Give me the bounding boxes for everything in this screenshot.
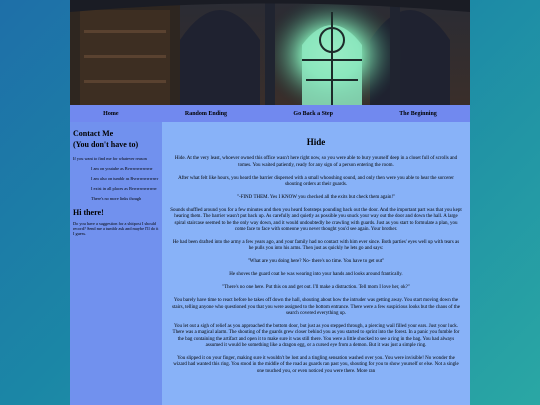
list-item (91, 196, 159, 201)
story-paragraph: "There's no one here. Put this on and get out. I'll make a distraction. Tell mom I love her, ok?" (222, 285, 410, 291)
story-paragraph: You barely have time to react before he takes off down the hall, shouting about how the intruder was getting away. You start moving down the stairs, telling anyone who questioned you that you were assigned to the bottom entrance. There were a few suspicious looks but the chaos of the search covered everything up. (172, 298, 460, 316)
all-places-link[interactable]: I exist in all places as Bvrrrrrrrrrrrrrrrr (91, 186, 157, 191)
nav-home-link[interactable]: Home (103, 110, 119, 117)
find-me-note: If you want to find me for whatever reason (73, 156, 147, 161)
contact-heading: Contact Me (73, 129, 114, 138)
story-paragraph: "-FIND THEM. Yes I KNOW you checked all the exits but check them again!" (236, 195, 396, 201)
story-paragraph: He had been drafted into the army a few years ago, and your family had no contact with him ever since. Both parties' eyes well up with tears as he pulls you into his arms. Then just as quickly he lets go and says: (172, 240, 460, 252)
story-paragraph: Hide. At the very least, whoever owned this office wasn't here right now, so you were able to bury yourself deep in a closet full of scrolls and tomes. You waited patiently, ready for any sign of a person entering the room. (174, 156, 458, 168)
story-paragraph: "What are you doing here? No- there's no time. You have to get out" (247, 259, 385, 265)
story-paragraph: He shoves the guard coat he was wearing into your hands and looks around frantically. (229, 272, 403, 278)
gothic-cathedral-image (70, 0, 470, 105)
dont-have-to-heading: (You don't have to) (73, 140, 139, 149)
youtube-link[interactable]: I am on youtube as Bvrrrrrrrrrrrrrrrr (91, 166, 153, 171)
top-navigation (70, 105, 470, 122)
nav-beginning-link[interactable]: The Beginning (399, 110, 437, 117)
list-item (91, 176, 159, 181)
tumblr-link[interactable]: I am also on tumblr as Bvrrrrrrrrrrrrrrrr (91, 176, 159, 181)
story-content (162, 122, 470, 405)
hi-there-heading: Hi there! (73, 208, 104, 217)
header-banner-image (70, 0, 470, 105)
no-more-links-text: There's no more links though (91, 196, 142, 201)
story-paragraph: After what felt like hours, you heard the barrier dispersed with a small whooshing sound, and only then were you able to hear the sorcerer shouting orders at their guards. (178, 175, 454, 188)
page (70, 0, 470, 405)
list-item (91, 166, 159, 171)
nav-go-back-link[interactable]: Go Back a Step (293, 110, 333, 117)
story-paragraph: You let out a sigh of relief as you approached the bottom door, but just as you stepped through, a piercing wail filled your ears. Just your luck. There was a magical alarm. The shouting of the guards grew closer behind you as you started to sprint into the forest. In a panic you fumble for the bag containing the artifact and open it to make sure it was still there. You were a little shocked to see a ring in the bag. You had always assumed it would be something like a dragon egg, or a cursed eye from a demon. But it was just a simple ring. (172, 323, 460, 349)
list-item (91, 186, 159, 191)
story-paragraph: Sounds shuffled around you for a few minutes and then you heard footsteps pounding back out the door. And the important part was that you kept hearing them. The barrier wasn't put back up. As carefully and quietly as possible you snuck your way out the door and down the hall. A large spiral staircase seemed to be the only way down, and it would undoubtedly be crawling with guards. Just as you start to formulate a plan, you come face to face with someone you never thought you'd see again. Your brother. (170, 207, 462, 233)
page-title: Hide (306, 137, 326, 147)
story-paragraph: You slipped it on your finger, making sure it wouldn't be lost and a tingling sensation washed over you. You were invisible! No wonder the wizard had wanted this ring. You stood in the middle of the road as guards ran past you, shouting for you to show yourself or else. Not a single one touched you, or even noticed you were there. More ran (173, 355, 459, 374)
nav-random-ending-link[interactable]: Random Ending (184, 110, 228, 117)
sidebar (70, 122, 162, 405)
contact-links-list (73, 166, 159, 201)
suggestion-text: Do you have a suggestion for a shitpost I should record? Send me a tumblr ask and maybe I'll do it I guess. (73, 221, 159, 236)
